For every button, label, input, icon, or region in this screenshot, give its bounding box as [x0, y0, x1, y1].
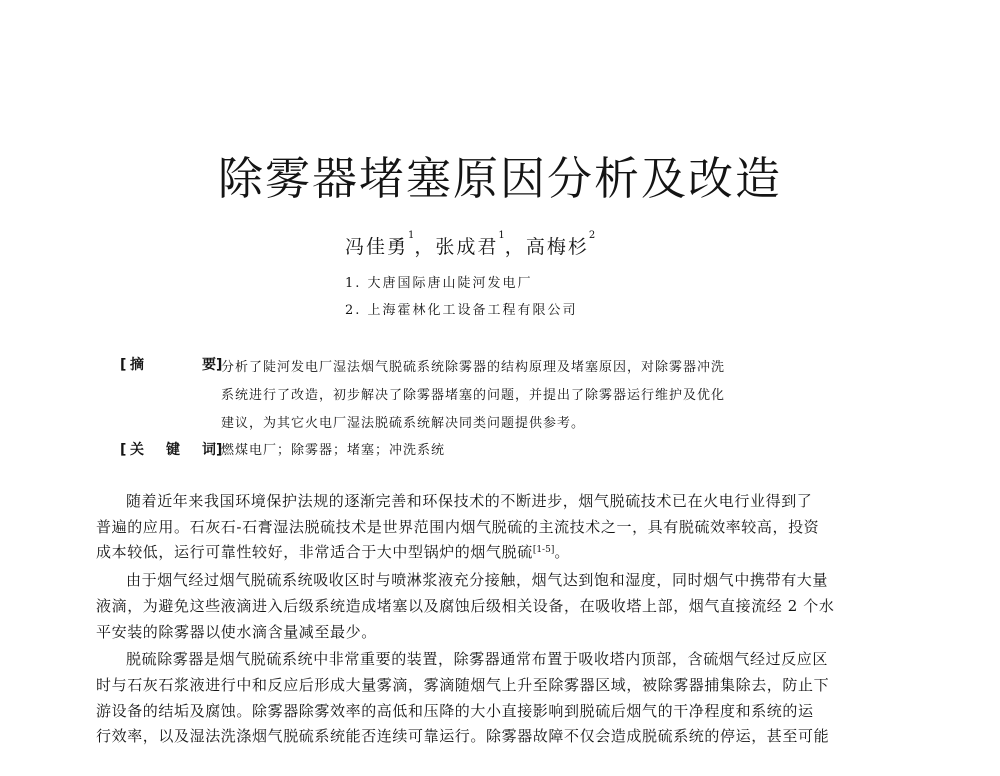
body-line: 普遍的应用。石灰石-石膏湿法脱硫技术是世界范围内烟气脱硫的主流技术之一，具有脱硫效率较高，投资 — [96, 517, 820, 536]
body-line: 行效率，以及湿法洗涤烟气脱硫系统能否连续可靠运行。除雾器故障不仅会造成脱硫系统的停运，甚至可能 — [96, 727, 830, 746]
author-line — [345, 232, 595, 259]
label-bracket-close: ] — [216, 357, 223, 373]
abstract-text — [221, 354, 861, 438]
body-paragraph — [96, 568, 904, 645]
author-name: 冯佳勇 — [345, 236, 409, 258]
body-line: 游设备的结垢及腐蚀。除雾器除雾效率的高低和压降的大小直接影响到脱硫后烟气的干净程度和系统的运 — [96, 701, 814, 720]
author-affiliation-mark: 1 — [408, 230, 415, 241]
body-line: 由于烟气经过烟气脱硫系统吸收区时与喷淋浆液充分接触，烟气达到饱和湿度，同时烟气中携带有大量 — [126, 571, 829, 590]
label-bracket-open: [ — [120, 357, 127, 373]
label-bracket-close: ] — [216, 442, 223, 458]
label-bracket-open: [ — [120, 442, 127, 458]
body-line: 随着近年来我国环境保护法规的逐渐完善和环保技术的不断进步，烟气脱硫技术已在火电行业得到了 — [126, 492, 813, 510]
body-line: 平安装的除雾器以使水滴含量减至最少。 — [96, 622, 377, 641]
body-paragraph — [96, 489, 904, 566]
body-line-text: 成本较低，运行可靠性较好，非常适合于大中型锅炉的烟气脱硫 — [96, 543, 533, 562]
body-line: 液滴，为避免这些液滴进入后级系统造成堵塞以及腐蚀后级相关设备，在吸收塔上部，烟气直接流经 2 个水 — [96, 596, 835, 615]
author-name: 张成君 — [435, 236, 499, 258]
abstract-line: 系统进行了改造，初步解决了除雾器堵塞的问题，并提出了除雾器运行维护及优化 — [221, 388, 726, 403]
abstract-label — [120, 354, 226, 374]
abstract-line: 建议，为其它火电厂湿法脱硫系统解决同类问题提供参考。 — [221, 416, 586, 431]
body-text — [96, 489, 904, 752]
keywords-text: 燃煤电厂；除雾器；堵塞；冲洗系统 — [221, 443, 446, 458]
abstract-line: 分析了陡河发电厂湿法烟气脱硫系统除雾器的结构原理及堵塞原因，对除雾器冲洗 — [221, 360, 726, 375]
author-separator: ， — [504, 236, 526, 258]
body-paragraph — [96, 647, 904, 750]
affiliation: 1. 大唐国际唐山陡河发电厂 — [345, 276, 533, 291]
author-name: 高梅杉 — [525, 236, 589, 258]
citation-mark: [1-5] — [532, 545, 555, 556]
body-line: 时与石灰石浆液进行中和反应后形成大量雾滴，雾滴随烟气上升至除雾器区域，被除雾器捕集除去，防止下 — [96, 675, 830, 694]
author-affiliation-mark: 2 — [588, 230, 596, 241]
keywords-label-text: 关 键 词 — [130, 442, 216, 458]
affiliation: 2. 上海霍林化工设备工程有限公司 — [345, 303, 578, 318]
paper-title: 除雾器堵塞原因分析及改造 — [217, 152, 782, 205]
body-line-end: 。 — [554, 543, 570, 562]
author-separator: ， — [414, 236, 436, 258]
keywords-label — [120, 439, 226, 459]
body-line: 脱硫除雾器是烟气脱硫系统中非常重要的装置，除雾器通常布置于吸收塔内顶部，含硫烟气经过反应区 — [126, 650, 829, 669]
abstract-label-text: 摘 要 — [130, 357, 216, 373]
body-line — [96, 540, 904, 566]
author-affiliation-mark: 1 — [498, 230, 505, 241]
